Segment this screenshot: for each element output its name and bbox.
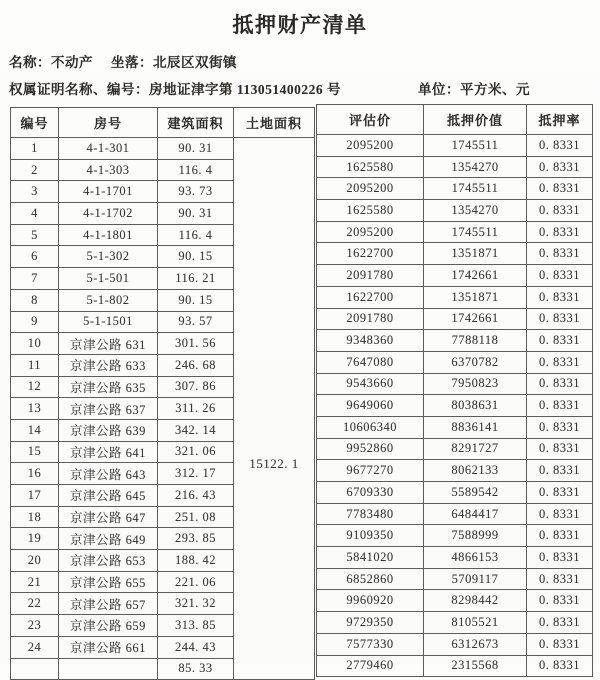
cell-building-area: 116. 4	[158, 224, 234, 246]
cell-room: 京津公路 659	[59, 615, 158, 637]
cell-mortgage-rate: 0. 8331	[527, 655, 593, 677]
cell-mortgage-rate: 0. 8331	[527, 351, 593, 373]
cell-building-area: 307. 86	[158, 376, 234, 398]
cell-mortgage-value: 5709117	[424, 568, 527, 590]
cell-building-area: 93. 57	[158, 311, 234, 333]
cell-mortgage-value: 5589542	[424, 482, 527, 504]
cell-appraisal: 10606340	[317, 416, 424, 438]
cell-building-area: 321. 06	[158, 441, 234, 463]
cell-number: 22	[11, 593, 59, 615]
table-row	[317, 460, 593, 482]
cell-mortgage-rate: 0. 8331	[527, 330, 593, 352]
cell-room: 京津公路 649	[59, 528, 158, 550]
cell-number: 1	[11, 138, 59, 160]
cell-room: 5-1-302	[59, 246, 158, 268]
cell-room: 4-1-301	[59, 138, 158, 160]
table-row	[317, 482, 593, 504]
cell-appraisal: 7577330	[317, 633, 424, 655]
cell-appraisal: 9649060	[317, 395, 424, 417]
cell-number: 6	[11, 246, 59, 268]
cell-mortgage-rate: 0. 8331	[527, 633, 593, 655]
table-row	[317, 568, 593, 590]
cell-mortgage-value: 1354270	[424, 156, 527, 178]
cell-number: 7	[11, 268, 59, 290]
cell-mortgage-value: 8038631	[424, 395, 527, 417]
cell-mortgage-value: 1354270	[424, 200, 527, 222]
table-row	[317, 503, 593, 525]
cell-appraisal: 2091780	[317, 308, 424, 330]
cell-mortgage-value: 7588999	[424, 525, 527, 547]
table-row	[317, 243, 593, 265]
col-header-appraisal: 评估价	[317, 105, 424, 135]
cell-building-area: 293. 85	[158, 528, 234, 550]
cell-room: 京津公路 635	[59, 376, 158, 398]
cell-number: 23	[11, 615, 59, 637]
cell-mortgage-rate: 0. 8331	[527, 482, 593, 504]
cell-room: 5-1-802	[59, 289, 158, 311]
cell-building-area: 246. 68	[158, 354, 234, 376]
meta-line-unit	[418, 78, 530, 98]
cell-mortgage-rate: 0. 8331	[527, 568, 593, 590]
cell-mortgage-rate: 0. 8331	[527, 178, 593, 200]
cell-room: 京津公路 657	[59, 593, 158, 615]
cell-number	[11, 658, 59, 680]
cell-room: 京津公路 641	[59, 441, 158, 463]
cell-building-area: 251. 08	[158, 506, 234, 528]
cell-land-area	[234, 138, 315, 680]
cell-appraisal: 6709330	[317, 482, 424, 504]
cell-room: 4-1-303	[59, 159, 158, 181]
cell-appraisal: 9543660	[317, 373, 424, 395]
table-row	[317, 200, 593, 222]
table-row	[317, 655, 593, 677]
col-header-land-area: 土地面积	[234, 108, 315, 138]
cell-building-area: 93. 73	[158, 181, 234, 203]
table-row	[317, 286, 593, 308]
cell-room: 4-1-1701	[59, 181, 158, 203]
cell-mortgage-value: 4866153	[424, 547, 527, 569]
cell-mortgage-value: 1351871	[424, 286, 527, 308]
cell-number: 12	[11, 376, 59, 398]
table-row	[317, 547, 593, 569]
cell-mortgage-value: 1351871	[424, 243, 527, 265]
cell-mortgage-rate: 0. 8331	[527, 200, 593, 222]
cell-mortgage-value: 8836141	[424, 416, 527, 438]
cell-appraisal: 9952860	[317, 438, 424, 460]
table-row	[11, 138, 315, 160]
table-row	[317, 416, 593, 438]
table-row	[317, 612, 593, 634]
cell-building-area: 90. 31	[158, 203, 234, 225]
field-unit-label: 单位：	[418, 82, 460, 97]
cell-appraisal: 1622700	[317, 286, 424, 308]
cell-room: 京津公路 661	[59, 636, 158, 658]
table-row	[317, 373, 593, 395]
cell-building-area: 312. 17	[158, 463, 234, 485]
cell-number: 2	[11, 159, 59, 181]
cell-number: 13	[11, 398, 59, 420]
cell-mortgage-rate: 0. 8331	[527, 612, 593, 634]
table-header-row	[11, 108, 315, 138]
cell-appraisal: 2779460	[317, 655, 424, 677]
cell-appraisal: 9677270	[317, 460, 424, 482]
cell-number: 4	[11, 203, 59, 225]
cell-room: 京津公路 653	[59, 550, 158, 572]
cell-mortgage-value: 1745511	[424, 221, 527, 243]
cell-mortgage-rate: 0. 8331	[527, 286, 593, 308]
table-header-row	[317, 105, 593, 135]
cell-mortgage-value: 1742661	[424, 265, 527, 287]
cell-number: 5	[11, 224, 59, 246]
cell-building-area: 342. 14	[158, 419, 234, 441]
page-title: 抵押财产清单	[232, 13, 368, 37]
cell-mortgage-rate: 0. 8331	[527, 135, 593, 157]
cell-building-area: 90. 15	[158, 289, 234, 311]
cell-appraisal: 7647080	[317, 351, 424, 373]
cell-appraisal: 9960920	[317, 590, 424, 612]
cell-mortgage-rate: 0. 8331	[527, 503, 593, 525]
field-location-label: 坐落：	[111, 55, 153, 70]
table-row	[317, 438, 593, 460]
table-row	[317, 351, 593, 373]
cell-room: 5-1-1501	[59, 311, 158, 333]
col-header-number: 编号	[11, 108, 59, 138]
field-cert-label: 权属证明名称、编号：	[9, 82, 149, 97]
table-body-right	[317, 135, 593, 677]
cell-room: 京津公路 647	[59, 506, 158, 528]
cell-room: 京津公路 643	[59, 463, 158, 485]
cell-mortgage-value: 2315568	[424, 655, 527, 677]
cell-mortgage-rate: 0. 8331	[527, 525, 593, 547]
cell-mortgage-value: 8291727	[424, 438, 527, 460]
cell-number: 10	[11, 333, 59, 355]
cell-room: 京津公路 645	[59, 485, 158, 507]
cell-mortgage-rate: 0. 8331	[527, 416, 593, 438]
cell-mortgage-rate: 0. 8331	[527, 438, 593, 460]
cell-number: 15	[11, 441, 59, 463]
cell-appraisal: 2095200	[317, 178, 424, 200]
meta-line-certificate	[9, 78, 341, 98]
cell-mortgage-rate: 0. 8331	[527, 460, 593, 482]
cell-number: 9	[11, 311, 59, 333]
col-header-building-area: 建筑面积	[158, 108, 234, 138]
cell-number: 17	[11, 485, 59, 507]
land-area-value: 15122. 1	[249, 456, 299, 471]
cell-room: 5-1-501	[59, 268, 158, 290]
table-row	[317, 525, 593, 547]
cell-appraisal: 1625580	[317, 156, 424, 178]
cell-room: 4-1-1702	[59, 203, 158, 225]
table-row	[317, 221, 593, 243]
cell-building-area: 90. 15	[158, 246, 234, 268]
cell-mortgage-rate: 0. 8331	[527, 156, 593, 178]
cell-number: 16	[11, 463, 59, 485]
cell-mortgage-rate: 0. 8331	[527, 265, 593, 287]
cell-building-area: 188. 42	[158, 550, 234, 572]
field-name-label: 名称：	[9, 55, 51, 70]
cell-number: 18	[11, 506, 59, 528]
cell-appraisal: 1625580	[317, 200, 424, 222]
cell-number: 3	[11, 181, 59, 203]
field-location-value: 北辰区双街镇	[153, 55, 237, 70]
cell-number: 14	[11, 419, 59, 441]
table-row	[317, 308, 593, 330]
cell-appraisal: 2095200	[317, 221, 424, 243]
cell-building-area: 216. 43	[158, 485, 234, 507]
meta-line-name-location	[9, 51, 237, 71]
cell-mortgage-value: 8062133	[424, 460, 527, 482]
cell-appraisal: 9109350	[317, 525, 424, 547]
cell-room: 京津公路 639	[59, 419, 158, 441]
cell-number: 21	[11, 571, 59, 593]
cell-appraisal: 9348360	[317, 330, 424, 352]
cell-number: 8	[11, 289, 59, 311]
cell-number: 24	[11, 636, 59, 658]
table-row	[317, 178, 593, 200]
cell-mortgage-value: 1745511	[424, 135, 527, 157]
property-table-right	[316, 104, 593, 677]
cell-number: 19	[11, 528, 59, 550]
cell-number: 20	[11, 550, 59, 572]
cell-mortgage-value: 7950823	[424, 373, 527, 395]
field-name-value: 不动产	[51, 55, 93, 70]
cell-mortgage-value: 7788118	[424, 330, 527, 352]
cell-mortgage-rate: 0. 8331	[527, 547, 593, 569]
cell-mortgage-value: 8105521	[424, 612, 527, 634]
cell-building-area: 313. 85	[158, 615, 234, 637]
cell-mortgage-value: 1745511	[424, 178, 527, 200]
field-cert-value: 房地证津字第 113051400226 号	[149, 82, 342, 97]
table-row	[317, 395, 593, 417]
col-header-room: 房号	[59, 108, 158, 138]
cell-mortgage-rate: 0. 8331	[527, 243, 593, 265]
cell-appraisal: 7783480	[317, 503, 424, 525]
field-unit-value: 平方米、元	[460, 82, 530, 97]
cell-room: 4-1-1801	[59, 224, 158, 246]
cell-building-area: 221. 06	[158, 571, 234, 593]
cell-mortgage-value: 6484417	[424, 503, 527, 525]
table-row	[317, 590, 593, 612]
cell-mortgage-rate: 0. 8331	[527, 221, 593, 243]
table-row	[317, 156, 593, 178]
cell-mortgage-rate: 0. 8331	[527, 373, 593, 395]
cell-mortgage-rate: 0. 8331	[527, 395, 593, 417]
cell-mortgage-value: 8298442	[424, 590, 527, 612]
cell-appraisal: 9729350	[317, 612, 424, 634]
cell-room: 京津公路 631	[59, 333, 158, 355]
table-body-left	[11, 138, 315, 680]
cell-building-area: 321. 32	[158, 593, 234, 615]
table-row	[317, 265, 593, 287]
cell-building-area: 85. 33	[158, 658, 234, 680]
cell-building-area: 116. 21	[158, 268, 234, 290]
cell-room: 京津公路 637	[59, 398, 158, 420]
cell-number: 11	[11, 354, 59, 376]
cell-room: 京津公路 655	[59, 571, 158, 593]
table-row	[317, 633, 593, 655]
cell-appraisal: 2095200	[317, 135, 424, 157]
cell-mortgage-rate: 0. 8331	[527, 590, 593, 612]
cell-mortgage-rate: 0. 8331	[527, 308, 593, 330]
cell-building-area: 301. 56	[158, 333, 234, 355]
cell-building-area: 311. 26	[158, 398, 234, 420]
cell-mortgage-value: 6312673	[424, 633, 527, 655]
property-table-left	[10, 107, 315, 680]
cell-appraisal: 6852860	[317, 568, 424, 590]
cell-appraisal: 5841020	[317, 547, 424, 569]
cell-building-area: 244. 43	[158, 636, 234, 658]
cell-appraisal: 2091780	[317, 265, 424, 287]
cell-mortgage-value: 1742661	[424, 308, 527, 330]
cell-room	[59, 658, 158, 680]
table-row	[317, 135, 593, 157]
cell-building-area: 116. 4	[158, 159, 234, 181]
table-row	[317, 330, 593, 352]
cell-room: 京津公路 633	[59, 354, 158, 376]
cell-building-area: 90. 31	[158, 138, 234, 160]
cell-mortgage-value: 6370782	[424, 351, 527, 373]
col-header-mortgage-value: 抵押价值	[424, 105, 527, 135]
col-header-mortgage-rate: 抵押率	[527, 105, 593, 135]
cell-appraisal: 1622700	[317, 243, 424, 265]
